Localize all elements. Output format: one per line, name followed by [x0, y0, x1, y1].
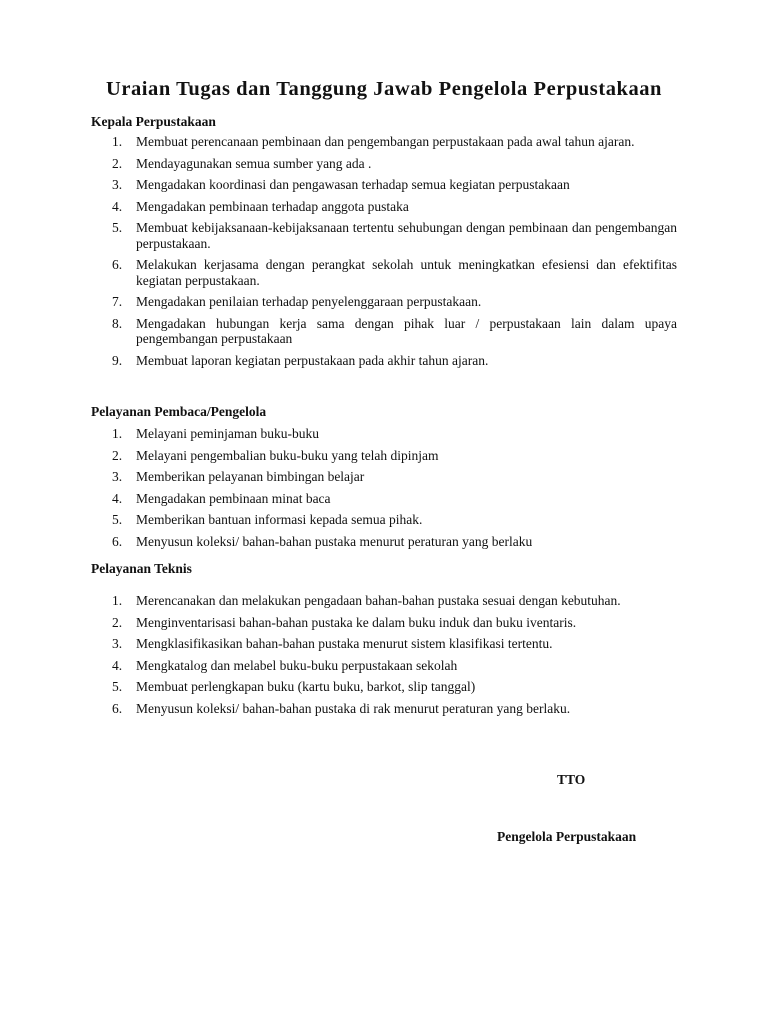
list-item: [91, 615, 677, 631]
list-item: [91, 156, 677, 172]
list-item-text: Mengkatalog dan melabel buku-buku perpustakaan sekolah: [136, 657, 458, 673]
list-item: [91, 469, 677, 485]
list-item: [91, 636, 677, 652]
list-item-number: 2 .: [112, 448, 122, 464]
list-item: [91, 257, 677, 288]
list-item-number: 8 .: [112, 316, 122, 332]
list-pelayanan-teknis: [91, 593, 677, 716]
list-item-number: 9 .: [112, 353, 122, 369]
list-item-number: 1 .: [112, 593, 122, 609]
list-item-text: Membuat perlengkapan buku (kartu buku, barkot, slip tanggal): [136, 679, 476, 694]
section-heading-pelayanan-teknis: Pelayanan Teknis: [91, 561, 192, 576]
list-item: [91, 658, 677, 674]
list-item-number: 3 .: [112, 636, 122, 652]
list-item: [91, 491, 677, 507]
list-item-number: 2 .: [112, 615, 122, 631]
list-item-text: Merencanakan dan melakukan pengadaan bahan-bahan pustaka sesuai dengan kebutuhan.: [136, 593, 621, 608]
list-item: [91, 316, 677, 347]
list-item: [91, 177, 677, 193]
list-item-number: 6 .: [112, 534, 122, 550]
list-item: [91, 512, 677, 528]
list-item-text: Mengklasifikasikan bahan-bahan pustaka menurut sistem klasifikasi tertentu.: [136, 636, 553, 651]
list-kepala-perpustakaan: [91, 134, 677, 368]
list-item-number: 4 .: [112, 199, 122, 215]
list-item-number: 3 .: [112, 469, 122, 485]
list-item-text: Mengadakan pembinaan terhadap anggota pustaka: [136, 198, 409, 214]
list-item-number: 2 .: [112, 156, 122, 172]
list-item: [91, 294, 677, 310]
list-item-text: Membuat kebijaksanaan-kebijaksanaan tertentu sehubungan dengan pembinaan dan pengembangan perpustakaan.: [136, 220, 677, 251]
list-item: [91, 701, 677, 717]
list-item-number: 5 .: [112, 512, 122, 528]
section-heading-kepala-perpustakaan: Kepala Perpustakaan: [91, 114, 216, 129]
list-item-number: 7 .: [112, 294, 122, 310]
list-item-text: Mengadakan penilaian terhadap penyelenggaraan perpustakaan.: [136, 294, 482, 309]
list-item-text: Mengadakan pembinaan minat baca: [136, 490, 331, 506]
list-item-number: 6 .: [112, 701, 122, 717]
list-item-number: 4 .: [112, 491, 122, 507]
list-item-number: 1 .: [112, 426, 122, 442]
list-item-text: Mengadakan koordinasi dan pengawasan terhadap semua kegiatan perpustakaan: [136, 177, 570, 192]
list-item: [91, 353, 677, 369]
list-item-text: Membuat laporan kegiatan perpustakaan pada akhir tahun ajaran.: [136, 352, 489, 368]
list-item: [91, 199, 677, 215]
list-item: [91, 220, 677, 251]
list-item: [91, 679, 677, 695]
list-item-number: 1 .: [112, 134, 122, 150]
list-item-text: Mendayagunakan semua sumber yang ada .: [136, 155, 372, 171]
list-item-text: Membuat perencanaan pembinaan dan pengembangan perpustakaan pada awal tahun ajaran.: [136, 134, 635, 149]
list-item-text: Memberikan pelayanan bimbingan belajar: [136, 469, 365, 484]
list-item-text: Melayani pengembalian buku-buku yang telah dipinjam: [136, 447, 439, 463]
list-item-text: Menginventarisasi bahan-bahan pustaka ke dalam buku induk dan buku iventaris.: [136, 614, 577, 630]
list-item: [91, 593, 677, 609]
list-item-number: 4 .: [112, 658, 122, 674]
list-item: [91, 448, 677, 464]
list-item-text: Mengadakan hubungan kerja sama dengan pihak luar / perpustakaan lain dalam upaya pengembangan perpustakaan: [136, 315, 677, 346]
list-pelayanan-pembaca: [91, 426, 677, 549]
list-item-text: Memberikan bantuan informasi kepada semua pihak.: [136, 512, 423, 527]
list-item-number: 6 .: [112, 257, 122, 273]
list-item-number: 5 .: [112, 679, 122, 695]
list-item-text: Melayani peminjaman buku-buku: [136, 426, 319, 441]
list-item: [91, 426, 677, 442]
list-item: [91, 534, 677, 550]
list-item-number: 3 .: [112, 177, 122, 193]
list-item-text: Menyusun koleksi/ bahan-bahan pustaka menurut peraturan yang berlaku: [136, 533, 533, 549]
document-title: Uraian Tugas dan Tanggung Jawab Pengelola Perpustakaan: [105, 78, 663, 100]
list-item-number: 5 .: [112, 220, 122, 236]
list-item-text: Melakukan kerjasama dengan perangkat sekolah untuk meningkatkan efesiensi dan efektifitas kegiatan perpustakaan.: [136, 257, 677, 288]
signature-label: TTO: [557, 772, 586, 787]
list-item-text: Menyusun koleksi/ bahan-bahan pustaka di rak menurut peraturan yang berlaku.: [136, 700, 571, 716]
section-heading-pelayanan-pembaca: Pelayanan Pembaca/Pengelola: [91, 404, 267, 419]
list-item: [91, 134, 677, 150]
signature-role: Pengelola Perpustakaan: [497, 829, 637, 844]
